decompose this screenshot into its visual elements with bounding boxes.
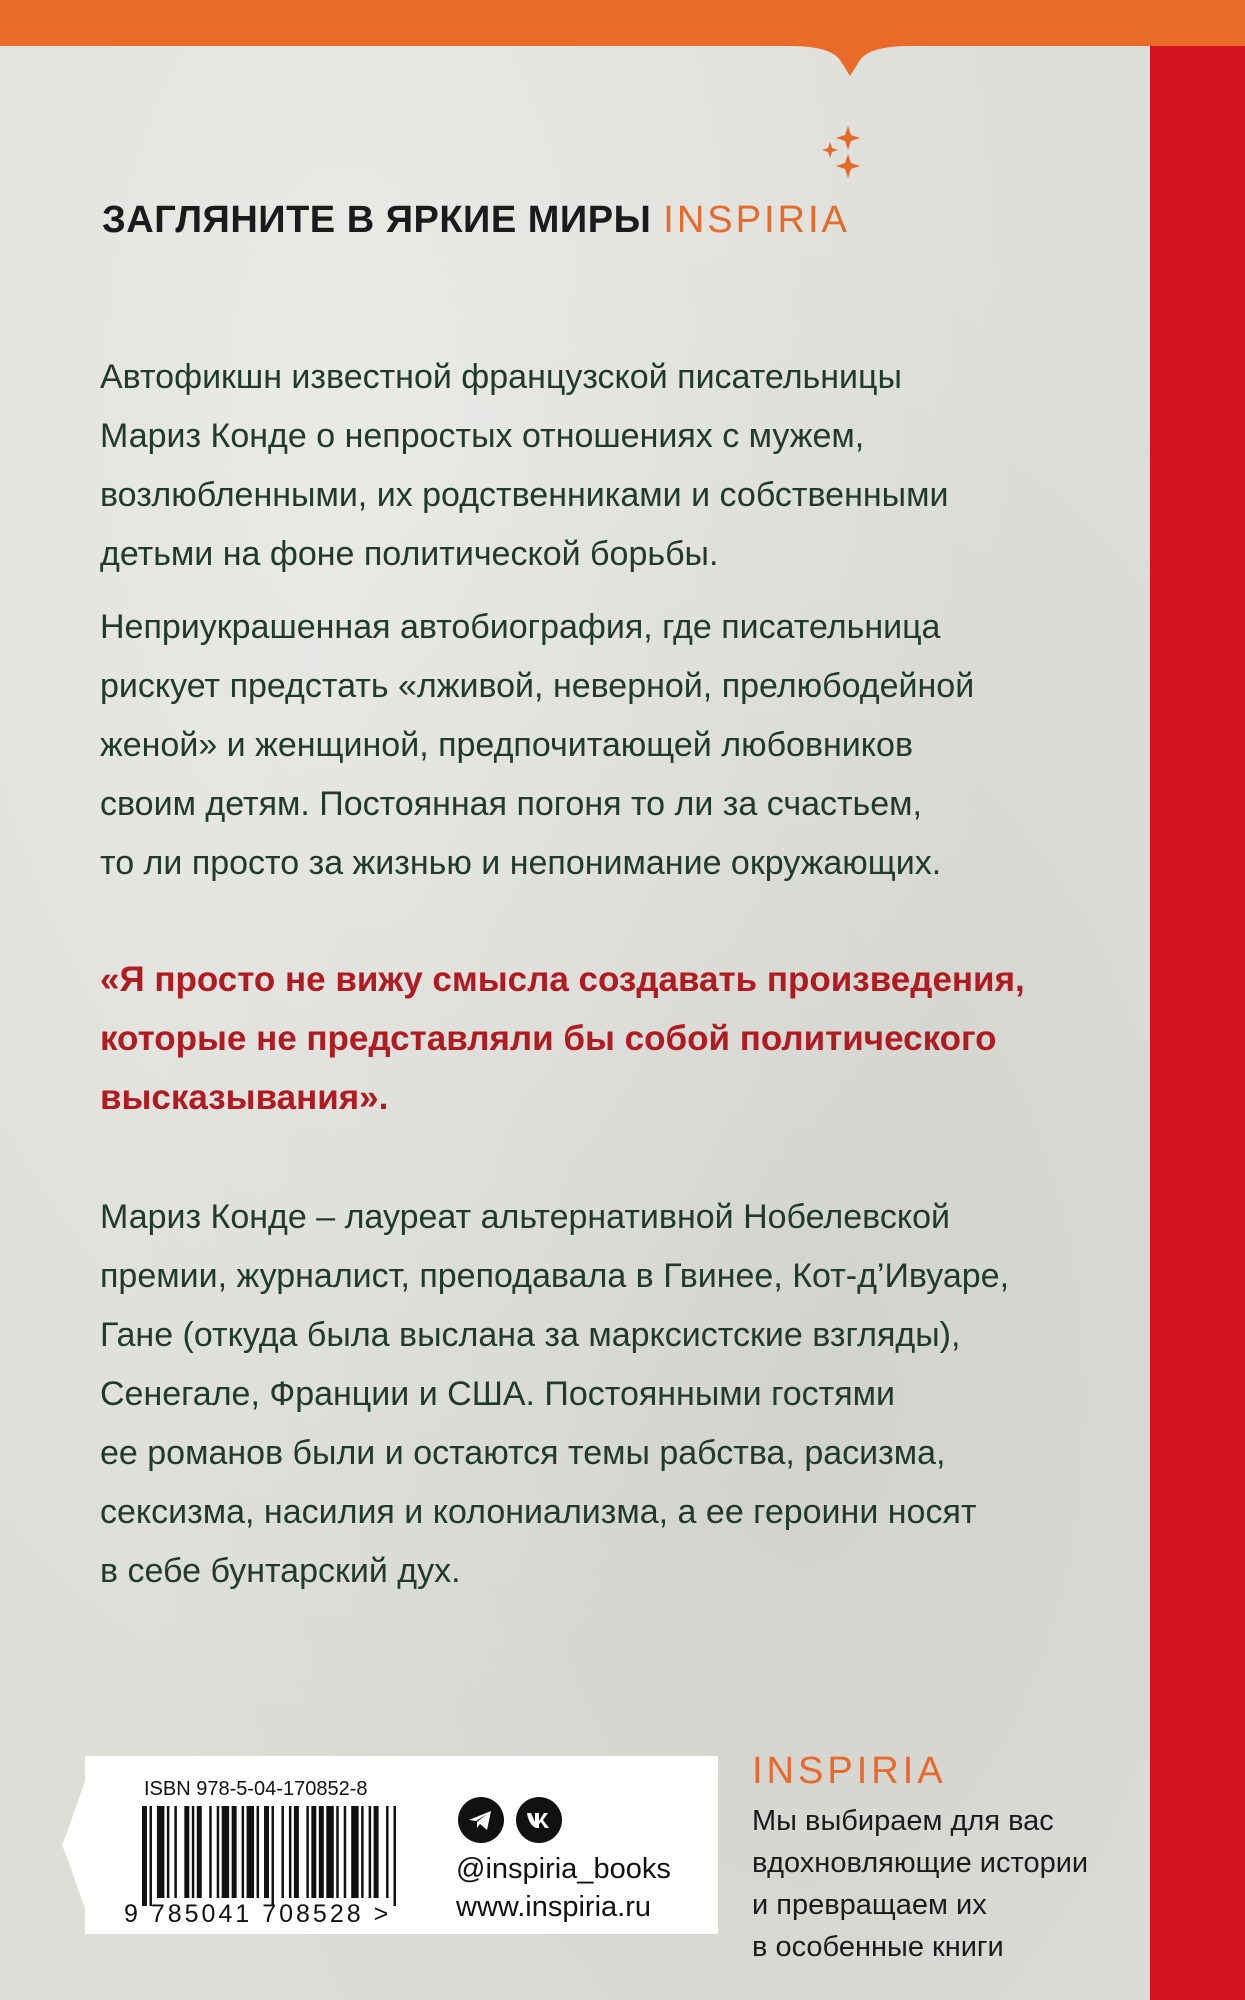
- barcode-bar: [336, 1806, 338, 1898]
- barcode-bar: [369, 1806, 371, 1898]
- barcode-bar: [184, 1806, 189, 1898]
- barcode-bar: [264, 1806, 269, 1898]
- barcode-bar: [306, 1806, 308, 1898]
- barcode-bar: [157, 1806, 164, 1898]
- barcode-digits: 9 785041 708528 >: [124, 1900, 392, 1928]
- text-line: возлюбленными, их родственниками и собственными: [100, 476, 949, 514]
- barcode-bar: [167, 1806, 169, 1898]
- barcode-bar: [197, 1806, 202, 1898]
- barcode-bar: [257, 1806, 259, 1898]
- text-line: ее романов были и остаются темы рабства, расизма,: [100, 1434, 946, 1472]
- text-line: Мариз Конде о непростых отношениях с мужем,: [100, 417, 865, 455]
- barcode-bar: [272, 1806, 274, 1906]
- barcode-bar: [351, 1806, 358, 1898]
- headline: [102, 196, 850, 244]
- text-line: детьми на фоне политической борьбы.: [100, 535, 719, 573]
- slogan-line: в особенные книги: [752, 1931, 1004, 1963]
- telegram-icon[interactable]: [458, 1797, 504, 1843]
- description-paragraph-2: [100, 598, 1110, 893]
- barcode-bar: [149, 1806, 151, 1906]
- barcode-bar: [142, 1806, 147, 1906]
- text-line: Гане (откуда была выслана за марксистские взгляды),: [100, 1316, 961, 1354]
- barcode-bar: [361, 1806, 363, 1898]
- text-line: премии, журналист, преподавала в Гвинее, Кот-д’Ивуаре,: [100, 1257, 1010, 1295]
- text-line: сексизма, насилия и колониализма, а ее героини носят: [100, 1493, 977, 1531]
- sparkles-icon: [818, 122, 868, 192]
- quote-line: высказывания».: [100, 1078, 389, 1117]
- barcode-bar: [217, 1806, 219, 1898]
- text-line: в себе бунтарский дух.: [100, 1552, 461, 1590]
- barcode-bar: [311, 1806, 316, 1898]
- barcode-bar: [174, 1806, 176, 1898]
- barcode-bar: [192, 1806, 194, 1898]
- barcode-bar: [209, 1806, 211, 1898]
- text-line: женой» и женщиной, предпочитающей любовников: [100, 726, 914, 764]
- headline-text: ЗАГЛЯНИТЕ В ЯРКИЕ МИРЫ: [102, 199, 652, 241]
- text-line: Автофикшн известной французской писательницы: [100, 358, 902, 396]
- headline-brand: INSPIRIA: [663, 199, 850, 241]
- publisher-logo: INSPIRIA: [752, 1750, 947, 1792]
- description-paragraph-1: [100, 348, 1110, 584]
- slogan-line: и превращаем их: [752, 1889, 987, 1921]
- barcode-bar: [294, 1806, 299, 1898]
- top-orange-band: [0, 0, 1245, 46]
- vk-icon[interactable]: [516, 1797, 562, 1843]
- top-band-notch: [790, 40, 910, 100]
- isbn-label: ISBN 978-5-04-170852-8: [144, 1778, 368, 1800]
- barcode-bar: [394, 1806, 396, 1906]
- text-line: рискует предстать «лживой, неверной, прелюбодейной: [100, 667, 975, 705]
- publisher-slogan: [752, 1800, 1142, 1968]
- barcode-image: [142, 1806, 412, 1906]
- barcode-bar: [232, 1806, 237, 1898]
- social-handle[interactable]: @inspiria_books: [456, 1853, 671, 1885]
- barcode-bar: [386, 1806, 388, 1898]
- slogan-line: вдохновляющие истории: [752, 1847, 1089, 1879]
- quote-line: которые не представляли бы собой политического: [100, 1019, 997, 1058]
- text-line: то ли просто за жизнью и непонимание окружающих.: [100, 844, 942, 882]
- barcode-bar: [289, 1806, 291, 1898]
- barcode-bar: [281, 1806, 283, 1898]
- slogan-line: Мы выбираем для вас: [752, 1805, 1054, 1837]
- barcode-bar: [326, 1806, 333, 1898]
- barcode-bar: [242, 1806, 244, 1898]
- text-line: Мариз Конде – лауреат альтернативной Нобелевской: [100, 1198, 950, 1236]
- barcode-bar: [374, 1806, 379, 1898]
- barcode-bar: [222, 1806, 229, 1898]
- author-bio: [100, 1188, 1110, 1601]
- quote-line: «Я просто не вижу смысла создавать произведения,: [100, 960, 1025, 999]
- barcode-bar: [319, 1806, 324, 1898]
- spine-red-stripe: [1150, 46, 1245, 2000]
- text-line: своим детям. Постоянная погоня то ли за счастьем,: [100, 785, 922, 823]
- text-line: Сенегале, Франции и США. Постоянными гостями: [100, 1375, 895, 1413]
- website-link[interactable]: www.inspiria.ru: [456, 1891, 651, 1923]
- author-quote: [100, 950, 1110, 1127]
- barcode-bar: [247, 1806, 254, 1898]
- social-icons: [458, 1797, 570, 1843]
- text-line: Неприукрашенная автобиография, где писательница: [100, 608, 941, 646]
- barcode-bar: [344, 1806, 346, 1898]
